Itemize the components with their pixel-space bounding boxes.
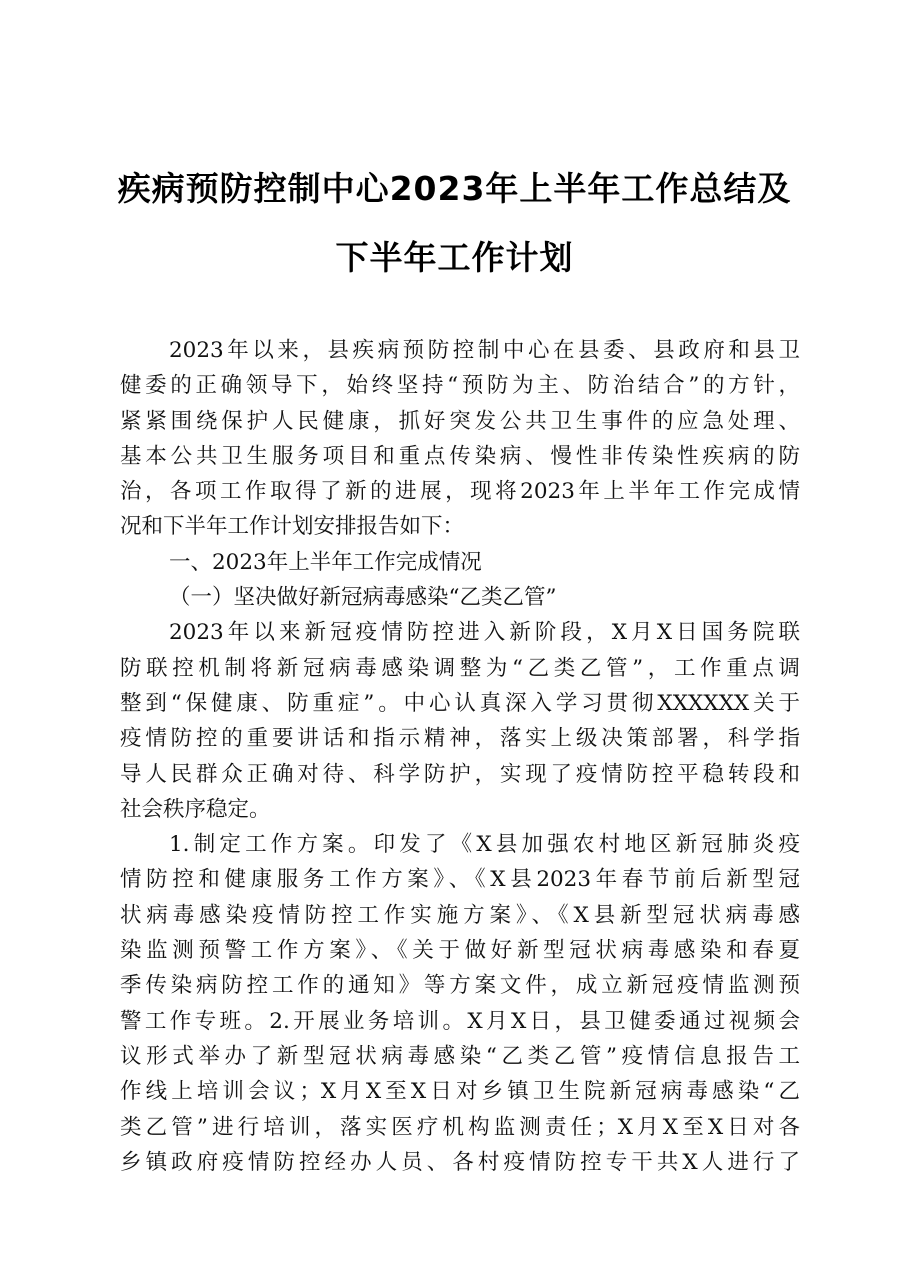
paragraph-line: 社会秩序稳定。 xyxy=(120,796,271,822)
paragraph-line: 疫情防控的重要讲话和指示精神，落实上级决策部署，科学指 xyxy=(120,726,800,752)
paragraph-line: 类乙管”进行培训，落实医疗机构监测责任；X月X至X日对各 xyxy=(120,1114,800,1140)
paragraph-line: 1.制定工作方案。印发了《X县加强农村地区新冠肺炎疫 xyxy=(169,832,800,858)
paragraph-line: 导人民群众正确对待、科学防护，实现了疫情防控平稳转段和 xyxy=(120,761,800,787)
document-body xyxy=(120,333,800,1180)
paragraph-line: 乡镇政府疫情防控经办人员、各村疫情防控专干共X人进行了 xyxy=(120,1149,800,1175)
paragraph-line: 2023年以来新冠疫情防控进入新阶段，X月X日国务院联 xyxy=(169,620,800,646)
paragraph-line: 况和下半年工作计划安排报告如下： xyxy=(120,514,465,540)
paragraph-line: 健委的正确领导下，始终坚持“预防为主、防治结合”的方针， xyxy=(120,373,800,399)
paragraph-line: 情防控和健康服务工作方案》、《X县2023年春节前后新型冠 xyxy=(120,867,800,893)
document-title-line-1: 疾病预防控制中心2023年上半年工作总结及 xyxy=(117,169,792,208)
paragraph-line: 警工作专班。2.开展业务培训。X月X日，县卫健委通过视频会 xyxy=(120,1008,800,1034)
paragraph-line: 作线上培训会议；X月X至X日对乡镇卫生院新冠病毒感染“乙 xyxy=(120,1079,800,1105)
paragraph-line: 整到“保健康、防重症”。中心认真深入学习贯彻XXXXXX关于 xyxy=(120,690,800,716)
paragraph-line: 基本公共卫生服务项目和重点传染病、慢性非传染性疾病的防 xyxy=(120,443,800,469)
paragraph-line: 状病毒感染疫情防控工作实施方案》、《X县新型冠状病毒感 xyxy=(120,902,800,928)
paragraph-line: 防联控机制将新冠病毒感染调整为“乙类乙管”，工作重点调 xyxy=(120,655,800,681)
paragraph-line: 紧紧围绕保护人民健康，抓好突发公共卫生事件的应急处理、 xyxy=(120,408,800,434)
paragraph-line: 季传染病防控工作的通知》等方案文件，成立新冠疫情监测预 xyxy=(120,973,800,999)
paragraph-line: 染监测预警工作方案》、《关于做好新型冠状病毒感染和春夏 xyxy=(120,938,800,964)
document-title-line-2: 下半年工作计划 xyxy=(335,238,574,277)
section-heading: 一、2023年上半年工作完成情况 xyxy=(169,549,482,575)
subsection-heading: （一）坚决做好新冠病毒感染“乙类乙管” xyxy=(169,585,557,611)
paragraph-line: 治，各项工作取得了新的进展，现将2023年上半年工作完成情 xyxy=(120,479,800,505)
paragraph-line: 议形式举办了新型冠状病毒感染“乙类乙管”疫情信息报告工 xyxy=(120,1043,800,1069)
paragraph-line: 2023年以来，县疾病预防控制中心在县委、县政府和县卫 xyxy=(169,338,800,363)
